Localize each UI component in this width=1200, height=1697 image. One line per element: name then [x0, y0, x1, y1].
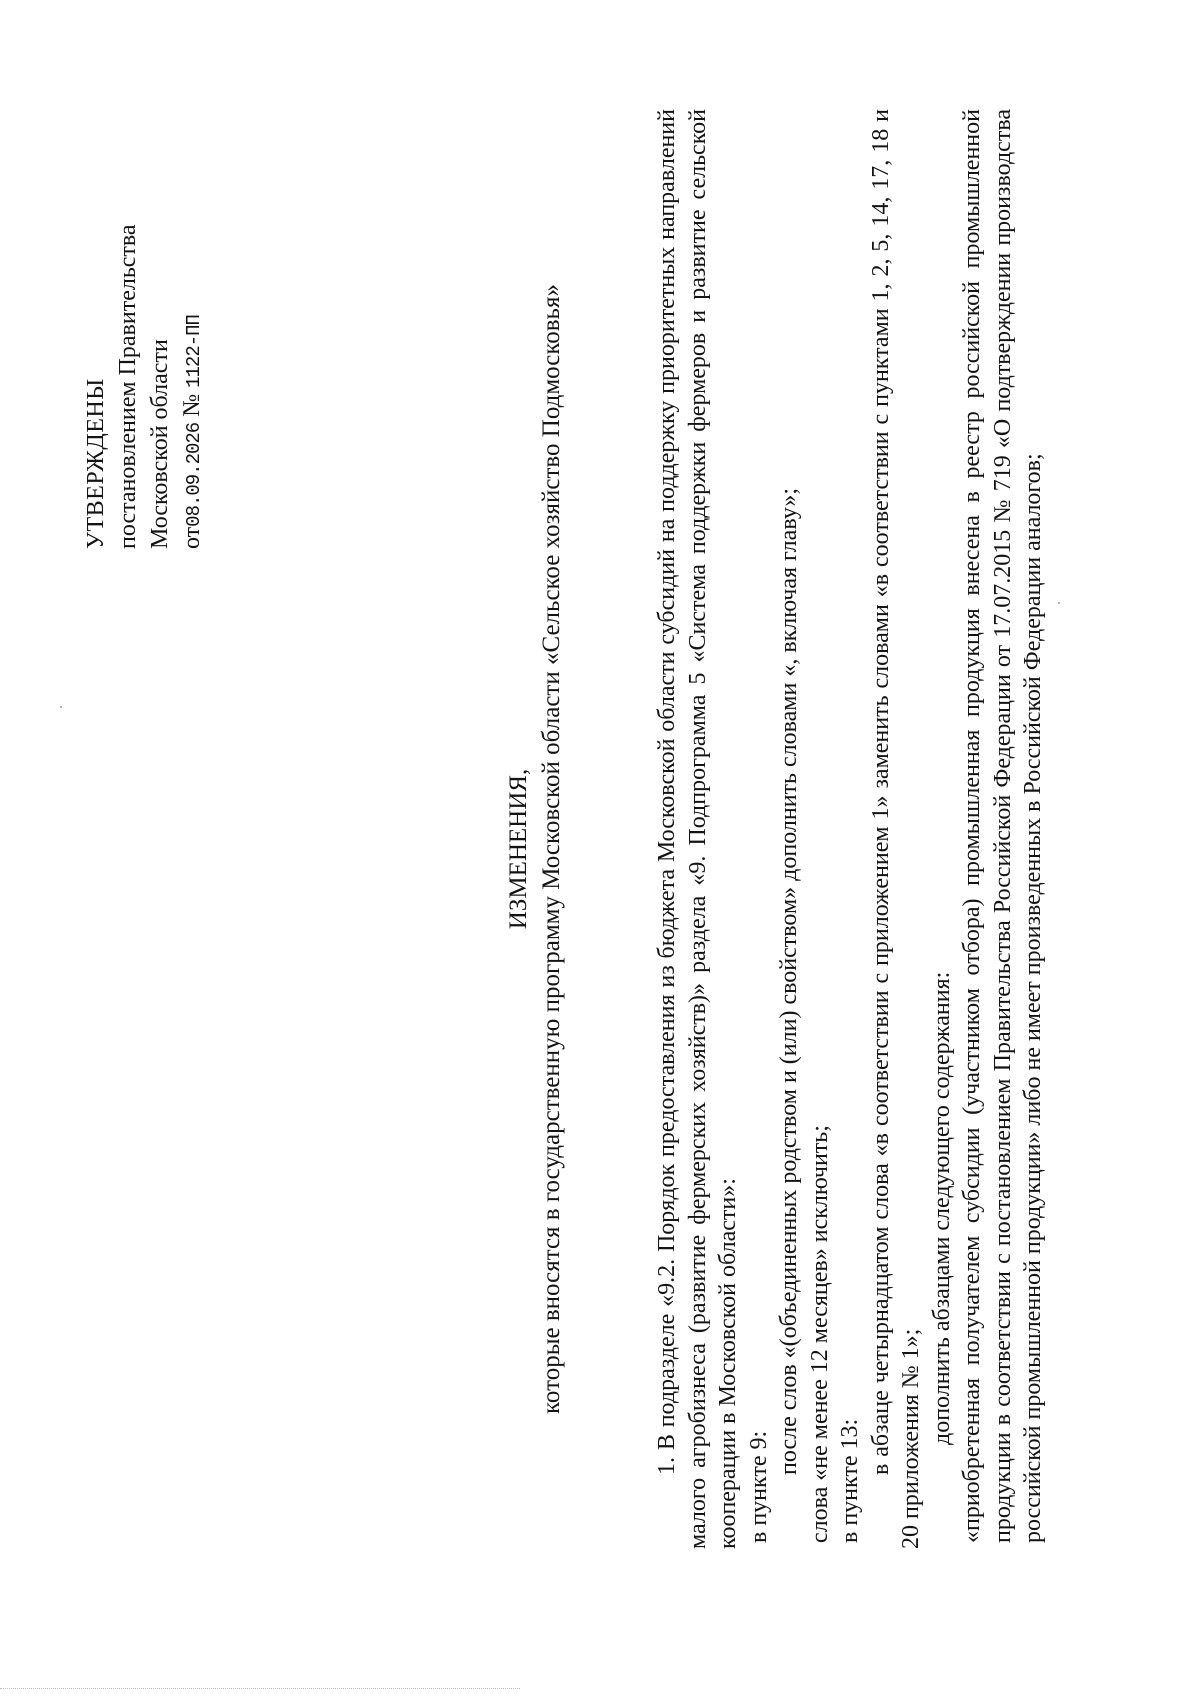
document-subtitle: которые вносятся в государственную программу Московской области «Сельское хозяйство Подмосковья» [538, 284, 565, 1414]
paragraph-8: «приобретенная получателем субсидии (участником отбора) промышленная продукция внесена в реестр российской промышленной продукции в соответствии с постановлением Правительства Российской Федерации от 17.07.2015 № 719 «О подтверждении производства российской промышленной продукции» либо не имеет произведенных в Российской Федерации аналогов; [959, 109, 1046, 1543]
paragraph-7: дополнить абзацами следующего содержания: [928, 971, 955, 1445]
document-heading [502, 149, 568, 1549]
approval-from-label: от [179, 526, 205, 549]
scan-artifact-dot [1058, 602, 1060, 604]
paragraph-5: в пункте 13: [837, 1418, 863, 1543]
paragraph-4: слова «не менее 12 месяцев» исключить; [806, 1125, 833, 1543]
paragraph-3: после слов «(объединенных родством и (или) свойством» дополнить словами «, включая главу»; [776, 487, 802, 1475]
document-body [652, 109, 1049, 1549]
approval-line-1: постановлением Правительства [115, 224, 141, 549]
approval-date: 08.09.2026 [183, 422, 205, 527]
approval-title: УТВЕРЖДЕНЫ [83, 378, 109, 549]
paragraph-1: 1. В подразделе «9.2. Порядок предоставления из бюджета Московской области субсидий на поддержку приоритетных направлений малого агробизнеса (развитие фермерских хозяйств)» раздела «9. Подпрограмма 5 «Система поддержки фермеров и развитие сельской кооперации в Московской области»: [654, 109, 741, 1549]
scan-artifact-line [0, 1688, 520, 1692]
approval-number-label: № [179, 393, 205, 417]
approval-number: 1122-ПП [183, 315, 205, 388]
paragraph-2: в пункте 9: [745, 1430, 772, 1543]
document-title: ИЗМЕНЕНИЯ, [505, 768, 532, 930]
approval-date-line [176, 169, 210, 549]
scan-artifact-dot [60, 706, 62, 708]
paragraph-6: в абзаце четырнадцатом слова «в соответствии с приложением 1» заменить словами «в соответствии с пунктами 1, 2, 5, 14, 17, 18 и 20 приложения № 1»; [867, 109, 924, 1549]
approval-line-2: Московской области [147, 339, 173, 549]
rotated-document-page [40, 69, 1160, 1629]
approval-stamp [80, 169, 210, 549]
